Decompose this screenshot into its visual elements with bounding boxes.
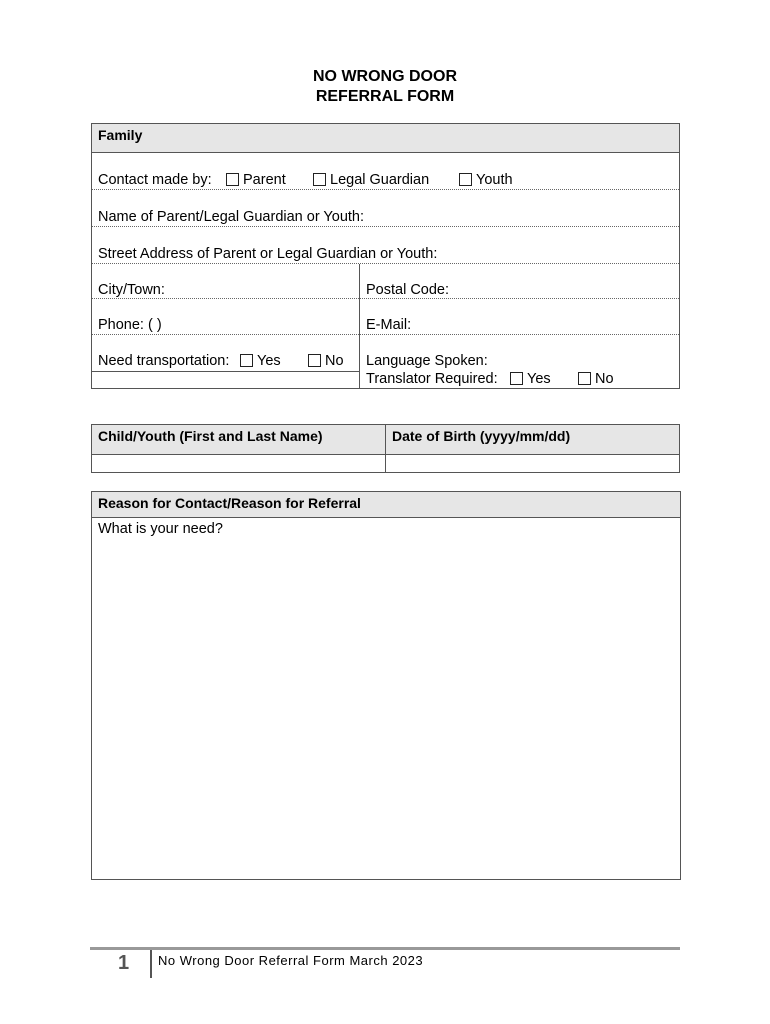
- transportation-yes-option[interactable]: [240, 353, 281, 369]
- family-column-divider: [359, 264, 360, 389]
- family-header-row: [92, 124, 679, 153]
- footer-separator: [150, 950, 152, 978]
- form-title: [0, 67, 770, 107]
- form-title-line-1: NO WRONG DOOR: [313, 68, 457, 85]
- youth-label: Youth: [476, 172, 513, 188]
- postal-code-label: Postal Code:: [366, 282, 450, 298]
- reason-text-area[interactable]: [92, 538, 680, 878]
- address-row[interactable]: [92, 227, 679, 264]
- footer-text: No Wrong Door Referral Form March 2023: [158, 953, 424, 968]
- translator-yes-label: Yes: [527, 371, 551, 387]
- city-label: City/Town:: [98, 282, 165, 298]
- contact-made-by-row: [92, 153, 679, 190]
- contact-made-by-label: Contact made by:: [98, 172, 212, 188]
- address-label: Street Address of Parent or Legal Guardian or Youth:: [98, 246, 438, 262]
- transportation-yes-checkbox[interactable]: [240, 354, 253, 367]
- translator-required-label: Translator Required:: [366, 371, 498, 387]
- page-number: 1: [118, 952, 130, 974]
- reason-section-title: Reason for Contact/Reason for Referral: [98, 495, 361, 511]
- contact-option-legal-guardian[interactable]: [313, 172, 429, 188]
- translator-no-checkbox[interactable]: [578, 372, 591, 385]
- child-section: [91, 424, 680, 473]
- translator-no-option[interactable]: [578, 371, 614, 387]
- child-name-input-cell[interactable]: [92, 455, 385, 473]
- transportation-no-label: No: [325, 353, 344, 369]
- translator-yes-option[interactable]: [510, 371, 551, 387]
- form-title-line-2: REFERRAL FORM: [315, 88, 455, 105]
- child-name-header: Child/Youth (First and Last Name): [98, 428, 323, 444]
- parent-checkbox[interactable]: [226, 173, 239, 186]
- footer-rule: [90, 947, 680, 950]
- transportation-no-option[interactable]: [308, 353, 344, 369]
- family-section-title: Family: [98, 127, 143, 143]
- email-label: E-Mail:: [366, 317, 412, 333]
- family-section: [91, 123, 680, 389]
- reason-section: [91, 491, 681, 880]
- name-row[interactable]: [92, 190, 679, 227]
- transport-language-row: [92, 335, 679, 371]
- name-label: Name of Parent/Legal Guardian or Youth:: [98, 209, 365, 225]
- legal-guardian-checkbox[interactable]: [313, 173, 326, 186]
- translator-no-label: No: [595, 371, 614, 387]
- transportation-label: Need transportation:: [98, 353, 230, 369]
- translator-yes-checkbox[interactable]: [510, 372, 523, 385]
- contact-option-youth[interactable]: [459, 172, 513, 188]
- parent-label: Parent: [243, 172, 286, 188]
- date-of-birth-input-cell[interactable]: [386, 455, 679, 473]
- transportation-yes-label: Yes: [257, 353, 281, 369]
- youth-checkbox[interactable]: [459, 173, 472, 186]
- contact-option-parent[interactable]: [226, 172, 286, 188]
- language-spoken-label: Language Spoken:: [366, 353, 488, 369]
- what-is-your-need-label: What is your need?: [98, 521, 223, 537]
- translator-row: [92, 371, 359, 389]
- phone-email-row: [92, 299, 679, 335]
- legal-guardian-label: Legal Guardian: [330, 172, 430, 188]
- phone-label: Phone: ( ): [98, 317, 162, 333]
- reason-header-row: [92, 492, 680, 518]
- transportation-no-checkbox[interactable]: [308, 354, 321, 367]
- city-postal-row: [92, 264, 679, 299]
- date-of-birth-header: Date of Birth (yyyy/mm/dd): [392, 428, 571, 444]
